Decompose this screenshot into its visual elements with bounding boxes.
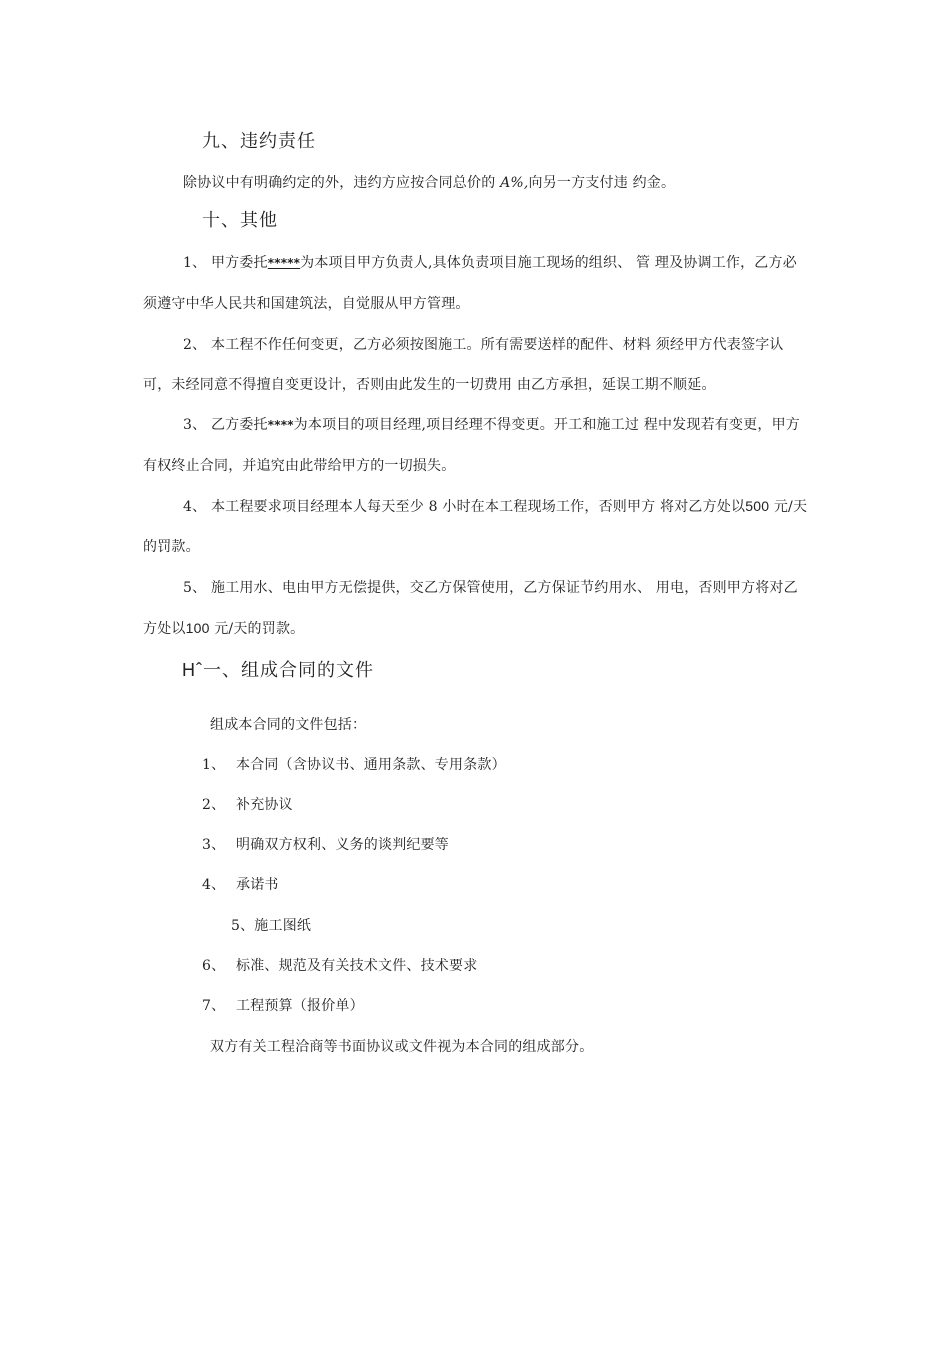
list-item-text: 明确双方权利、义务的谈判纪要等 xyxy=(236,837,449,853)
list-item xyxy=(231,916,311,936)
list-item-text: 标准、规范及有关技术文件、技术要求 xyxy=(236,958,478,974)
section-9-body xyxy=(183,173,675,193)
section-9-percentage: A%, xyxy=(500,175,529,191)
list-item-number: 6、 xyxy=(202,958,226,974)
list-item xyxy=(202,996,364,1016)
list-item xyxy=(202,755,506,775)
section-10-item-5-line-2 xyxy=(143,618,304,639)
item-1-lead: 1、 甲方委托 xyxy=(183,255,268,271)
section-11-intro: 组成本合同的文件包括： xyxy=(210,717,367,733)
list-item-text: 工程预算（报价单） xyxy=(236,998,364,1014)
list-item xyxy=(202,795,293,815)
item-3-lead: 3、 乙方委托 xyxy=(183,417,268,433)
list-item-number: 4、 xyxy=(202,877,226,893)
section-9-heading: 九、违约责任 xyxy=(202,131,316,152)
list-item-text: 本合同（含协议书、通用条款、专用条款） xyxy=(236,757,506,773)
section-11-heading xyxy=(182,658,374,683)
item-5-suffix: 元/天的罚款。 xyxy=(209,621,305,637)
section-10-item-1-line-2: 须遵守中华人民共和国建筑法，自觉服从甲方管理。 xyxy=(143,296,470,312)
section-10-item-4-line-1 xyxy=(183,496,807,517)
list-item-text: 承诺书 xyxy=(236,877,279,893)
item-3-text: 为本项目的项目经理,项目经理不得变更。开工和施工过 程中发现若有变更，甲方 xyxy=(293,417,800,433)
item-4-text: 4、 本工程要求项目经理本人每天至少 8 小时在本工程现场工作，否则甲方 将对乙方处以 xyxy=(183,499,746,515)
section-11-heading-text: 一、组成合同的文件 xyxy=(203,660,374,681)
list-item xyxy=(202,835,449,855)
item-4-unit: 元/天 xyxy=(769,499,808,515)
list-item xyxy=(202,875,279,895)
item-1-masked-name: ***** xyxy=(267,256,301,270)
list-item-number: 1、 xyxy=(202,757,226,773)
list-item xyxy=(202,956,477,976)
item-1-text: 为本项目甲方负责人,具体负责项目施工现场的组织、 管 理及协调工作，乙方必 xyxy=(300,255,797,271)
list-item-text: 5、施工图纸 xyxy=(231,918,312,934)
section-11-heading-prefix: Hˆ xyxy=(182,660,203,680)
item-5-amount: 100 xyxy=(185,620,210,636)
list-item-number: 3、 xyxy=(202,837,226,853)
section-10-item-2-line-1: 2、 本工程不作任何变更，乙方必须按图施工。所有需要送样的配件、材料 须经甲方代表签字认 xyxy=(183,337,784,353)
section-10-heading: 十、其他 xyxy=(202,210,278,231)
section-10-item-4-line-2: 的罚款。 xyxy=(143,539,200,555)
item-5-prefix: 方处以 xyxy=(143,621,186,637)
list-item-text: 补充协议 xyxy=(236,797,293,813)
section-10-item-3-line-1 xyxy=(183,415,800,435)
section-11-closing: 双方有关工程洽商等书面协议或文件视为本合同的组成部分。 xyxy=(210,1039,594,1055)
section-10-item-3-line-2: 有权终止合同，并追究由此带给甲方的一切损失。 xyxy=(143,458,456,474)
item-3-masked-name: **** xyxy=(267,418,294,432)
section-9-body-part-a: 除协议中有明确约定的外，违约方应按合同总价的 xyxy=(183,175,501,191)
list-item-number: 7、 xyxy=(202,998,226,1014)
section-10-item-5-line-1: 5、 施工用水、电由甲方无偿提供，交乙方保管使用，乙方保证节约用水、 用电，否则甲方将对乙 xyxy=(183,580,798,596)
section-10-item-2-line-2: 可，未经同意不得擅自变更设计，否则由此发生的一切费用 由乙方承担，延误工期不顺延。 xyxy=(143,377,716,393)
item-4-amount: 500 xyxy=(745,498,770,514)
section-9-body-part-b: 向另一方支付违 约金。 xyxy=(528,175,676,191)
list-item-number: 2、 xyxy=(202,797,226,813)
section-10-item-1-line-1 xyxy=(183,253,797,273)
